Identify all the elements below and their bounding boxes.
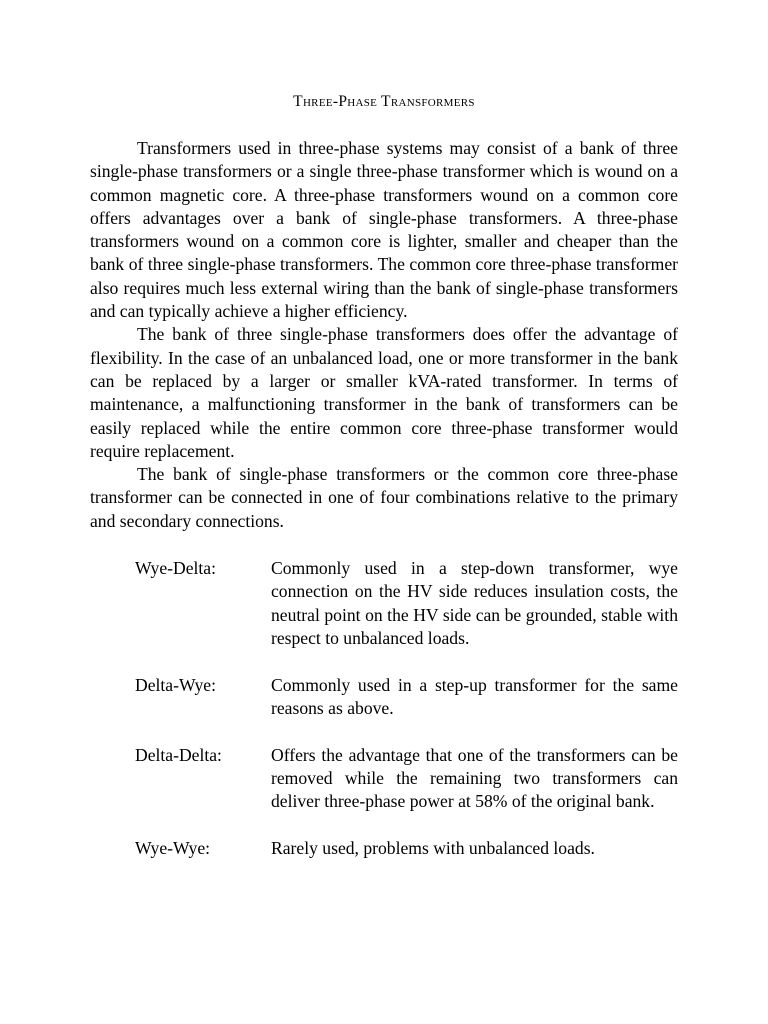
connection-description: Offers the advantage that one of the transformers can be removed while the remaining two transformers can deliver three-phase power at 58% of the original bank.: [271, 744, 678, 812]
connection-list: [90, 557, 678, 860]
paragraph-2: The bank of three single-phase transformers does offer the advantage of flexibility. In the case of an unbalanced load, one or more transformer in the bank can be replaced by a larger or smaller kVA-rated transformer. In terms of maintenance, a malfunctioning transformer in the bank of transformers can be easily replaced while the entire common core three-phase transformer would require replacement.: [90, 324, 678, 461]
connection-description: Rarely used, problems with unbalanced loads.: [271, 838, 595, 859]
document-title: Three-Phase Transformers: [293, 93, 475, 110]
connection-term: Wye-Wye:: [135, 838, 211, 859]
connection-description: Commonly used in a step-down transformer, wye connection on the HV side reduces insulation costs, the neutral point on the HV side can be grounded, stable with respect to unbalanced loads.: [271, 558, 678, 648]
connection-item-wye-wye: [90, 837, 678, 860]
connection-term: Delta-Delta:: [135, 744, 222, 765]
connection-item-delta-delta: [90, 744, 678, 814]
connection-description: Commonly used in a step-up transformer for the same reasons as above.: [271, 674, 678, 719]
connection-term: Delta-Wye:: [135, 674, 217, 695]
connection-item-wye-delta: [90, 557, 678, 650]
document-page: [90, 92, 678, 884]
paragraph-1: Transformers used in three-phase systems may consist of a bank of three single-phase transformers or a single three-phase transformer which is wound on a common magnetic core. A three-phase transformers wound on a common core offers advantages over a bank of single-phase transformers. A three-phase transformers wound on a common core is lighter, smaller and cheaper than the bank of three single-phase transformers. The common core three-phase transformer also requires much less external wiring than the bank of single-phase transformers and can typically achieve a higher efficiency.: [90, 138, 678, 322]
paragraph-3: The bank of single-phase transformers or the common core three-phase transformer can be connected in one of four combinations relative to the primary and secondary connections.: [90, 464, 678, 531]
connection-item-delta-wye: [90, 674, 678, 721]
connection-term: Wye-Delta:: [135, 558, 217, 579]
